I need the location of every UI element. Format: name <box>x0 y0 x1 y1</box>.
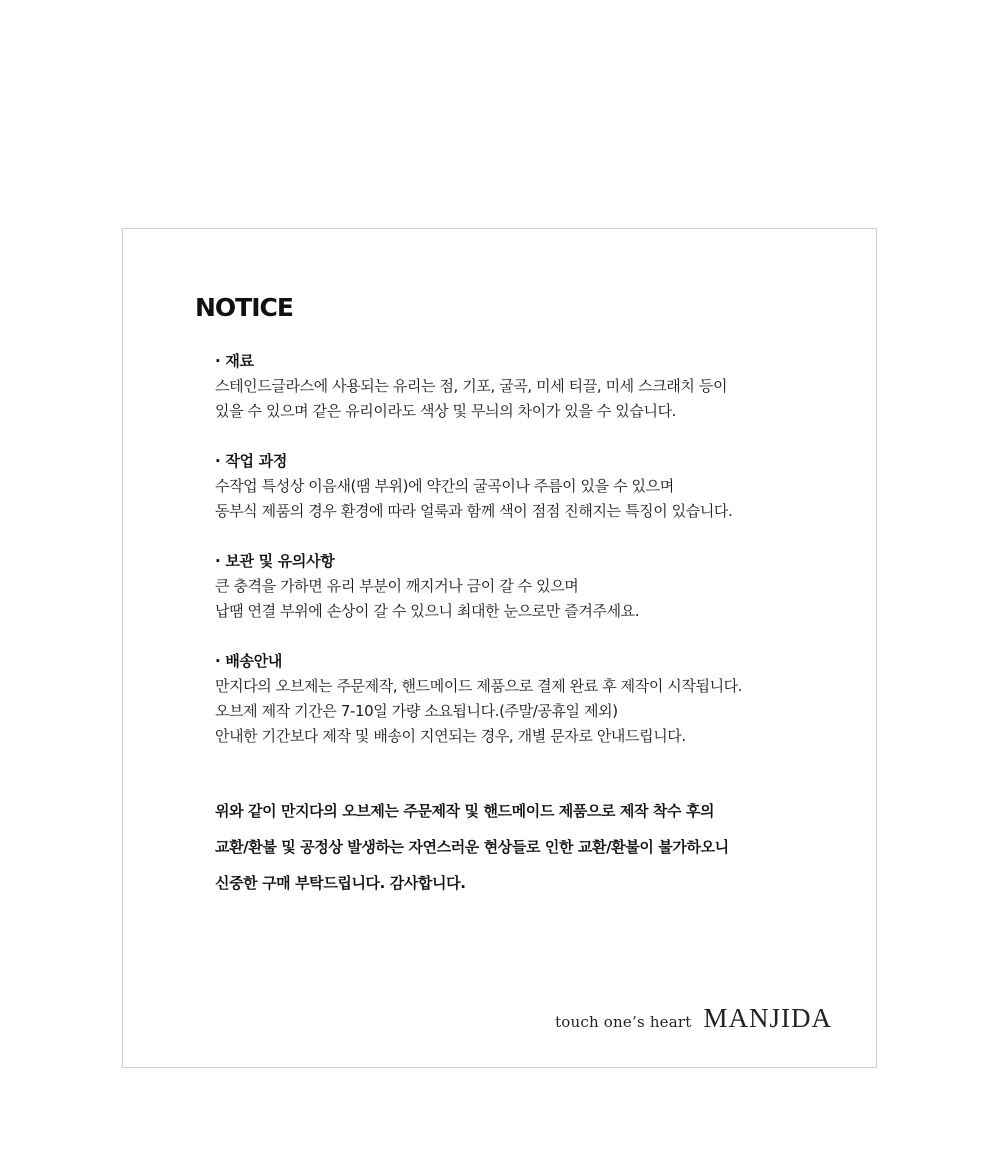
notice-box <box>122 228 877 1068</box>
brand-logo: MANJIDA <box>703 1003 832 1033</box>
section-materials <box>215 349 855 424</box>
section-heading: · 보관 및 유의사항 <box>215 552 335 570</box>
section-line: 스테인드글라스에 사용되는 유리는 점, 기포, 굴곡, 미세 티끌, 미세 스크래치 등이 <box>215 377 728 395</box>
section-heading: · 재료 <box>215 352 254 370</box>
notice-sections <box>215 349 855 774</box>
section-shipping <box>215 649 855 749</box>
section-heading: · 배송안내 <box>215 652 283 670</box>
section-heading: · 작업 과정 <box>215 452 288 470</box>
closing-line: 위와 같이 만지다의 오브제는 주문제작 및 핸드메이드 제품으로 제작 착수 후의 <box>215 802 715 820</box>
section-line: 수작업 특성상 이음새(땜 부위)에 약간의 굴곡이나 주름이 있을 수 있으며 <box>215 477 674 495</box>
closing-message <box>215 793 855 901</box>
notice-title: NOTICE <box>195 293 293 322</box>
section-line: 안내한 기간보다 제작 및 배송이 지연되는 경우, 개별 문자로 안내드립니다. <box>215 727 686 745</box>
brand-tagline: touch one’s heart <box>555 1013 692 1031</box>
section-care <box>215 549 855 624</box>
section-line: 만지다의 오브제는 주문제작, 핸드메이드 제품으로 결제 완료 후 제작이 시작됩니다. <box>215 677 743 695</box>
closing-line: 신중한 구매 부탁드립니다. 감사합니다. <box>215 874 466 892</box>
section-line: 동부식 제품의 경우 환경에 따라 얼룩과 함께 색이 점점 진해지는 특징이 있습니다. <box>215 502 733 520</box>
section-line: 오브제 제작 기간은 7-10일 가량 소요됩니다.(주말/공휴일 제외) <box>215 702 618 720</box>
brand-signature <box>555 1003 832 1034</box>
closing-line: 교환/환불 및 공정상 발생하는 자연스러운 현상들로 인한 교환/환불이 불가하오니 <box>215 838 729 856</box>
section-line: 납땜 연결 부위에 손상이 갈 수 있으니 최대한 눈으로만 즐겨주세요. <box>215 602 640 620</box>
section-line: 큰 충격을 가하면 유리 부분이 깨지거나 금이 갈 수 있으며 <box>215 577 579 595</box>
section-line: 있을 수 있으며 같은 유리이라도 색상 및 무늬의 차이가 있을 수 있습니다. <box>215 402 677 420</box>
section-process <box>215 449 855 524</box>
